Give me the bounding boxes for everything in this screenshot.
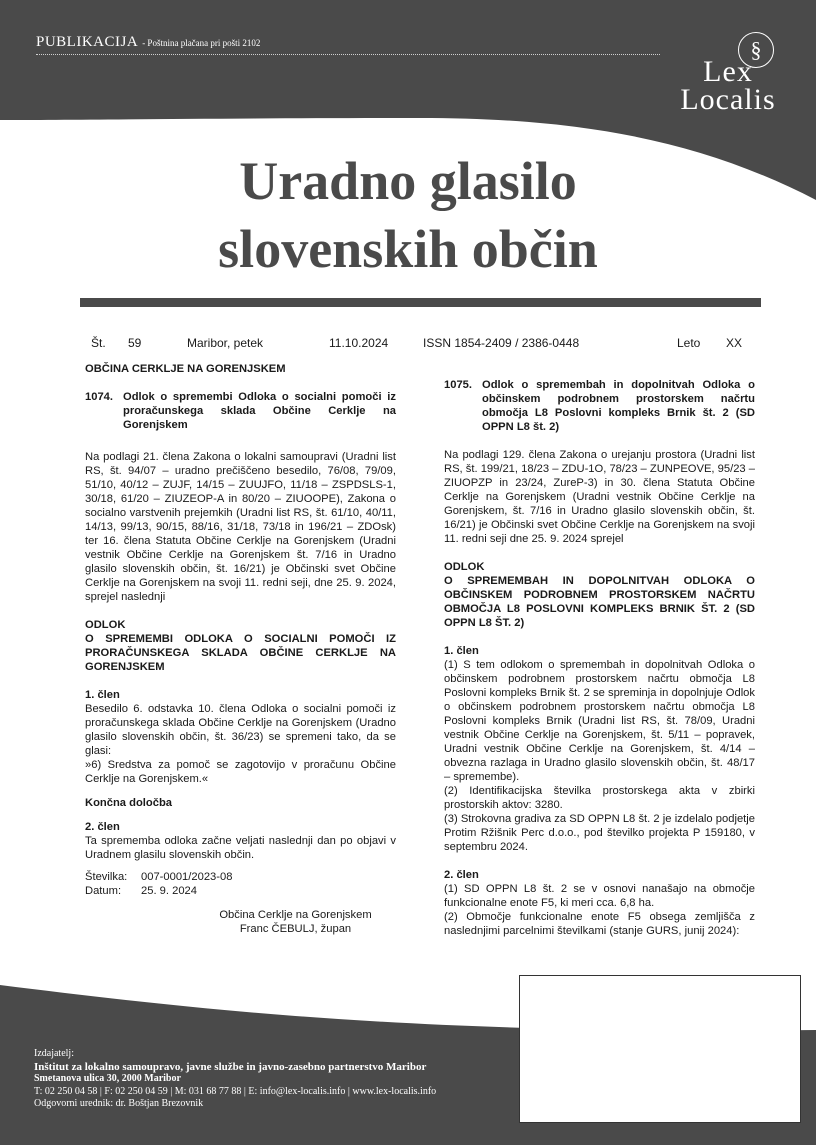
koncna-dolocba-heading: Končna določba (85, 797, 173, 809)
lex-localis-logo (664, 55, 792, 116)
clen-1-paragraph-2: (2) Identifikacijska številka prostorskega akta v zbirki prostorskih aktov: 3280. (444, 785, 755, 811)
clen-2-paragraph-1: (1) SD OPPN L8 št. 2 se v osnovi nanašajo na območje funkcionalne enote F5, ki meri cca. 6,8 ha. (444, 883, 755, 909)
clen-1-text: Besedilo 6. odstavka 10. člena Odloka o socialni pomoči iz proračunskega sklada Občine Cerklje na Gorenjskem (Uradno glasilo slovenskih občin, št. 36/23) se spremeni tako, da se glasi: (85, 703, 396, 757)
publikacija-label: PUBLIKACIJA (36, 34, 139, 50)
issue-number-label: Št. (91, 336, 106, 350)
act-title: Odlok o spremembah in dopolnitvah Odloka o občinskem podrobnem prostorskem načrtu območja L8 Poslovni kompleks Brnik št. 2 (SD OPPN L8 št. 2) (482, 379, 755, 433)
signature-municipality: Občina Cerklje na Gorenjskem (219, 909, 372, 921)
preamble: Na podlagi 129. člena Zakona o urejanju prostora (Uradni list RS, št. 199/21, 18/23 – ZDU-1O, 78/23 – ZUNPEOVE, 95/23 – ZIUOPZP in 23/24, ZureP-3) in 30. člena Statuta Občine Cerklje na Gorenjskem (Uradni vestnik Občine Cerklje na Gorenjskem, št. 7/16 in Uradno glasilo slovenskih občin, št. 16/21) je Občinski svet Občine Cerklje na Gorenjskem na svoji 11. redni seji dne 25. 9. 2024 sprejel (444, 449, 755, 545)
dotted-divider (36, 54, 660, 55)
signature (85, 908, 396, 936)
act-heading-1074 (85, 390, 396, 432)
page-title (0, 147, 816, 283)
odlok-label: ODLOK (85, 619, 126, 631)
year-label: Leto (677, 336, 701, 350)
municipality-heading: OBČINA CERKLJE NA GORENJSKEM (85, 363, 286, 375)
issue-number: 59 (128, 336, 142, 350)
paragraph-sign-icon: § (738, 32, 774, 68)
clen-1-heading: 1. člen (444, 645, 479, 657)
odlok-title: O SPREMEMBI ODLOKA O SOCIALNI POMOČI IZ PRORAČUNSKEGA SKLADA OBČINE CERKLJE NA GORENJSKEM (85, 633, 396, 673)
act-heading-1075 (444, 378, 755, 434)
issue-place-day: Maribor, petek (187, 336, 264, 350)
publisher-info (34, 1048, 436, 1111)
odlok-title: O SPREMEMBAH IN DOPOLNITVAH ODLOKA O OBČINSKEM PODROBNEM PROSTORSKEM NAČRTU OBMOČJA L8 POSLOVNI KOMPLEKS BRNIK ŠT. 2 (SD OPPN L8 ŠT. 2) (444, 575, 755, 629)
signature-mayor: Franc ČEBULJ, župan (239, 923, 352, 935)
title-rule (80, 298, 761, 307)
odlok-label: ODLOK (444, 561, 485, 573)
year-value: XX (726, 336, 743, 350)
title-line-1: Uradno glasilo (239, 151, 577, 211)
datum-row (85, 884, 396, 898)
responsible-editor: Odgovorni urednik: dr. Boštjan Brezovnik (34, 1098, 204, 1109)
publication-notice (36, 33, 260, 51)
left-column (85, 362, 396, 936)
publisher-address: Smetanova ulica 30, 2000 Maribor (34, 1073, 181, 1084)
datum-label: Datum: (85, 885, 122, 897)
publisher-institute: Inštitut za lokalno samoupravo, javne službe in javno-zasebno partnerstvo Maribor (34, 1060, 427, 1073)
clen-1-heading: 1. člen (85, 689, 120, 701)
stevilka-row (85, 870, 396, 884)
stevilka-value: 007-0001/2023-08 (141, 871, 233, 883)
issn: ISSN 1854-2409 / 2386-0448 (423, 336, 580, 350)
stevilka-label: Številka: (85, 871, 128, 883)
clen-1-paragraph-3: (3) Strokovna gradiva za SD OPPN L8 št. 2 je izdelalo podjetje Protim Ržišnik Perc d.o.o., pod številko projekta P 159180, v septembru 2024. (444, 813, 755, 853)
datum-value: 25. 9. 2024 (141, 885, 197, 897)
clen-1-quote: »6) Sredstva za pomoč se zagotovijo v proračunu Občine Cerklje na Gorenjskem.« (85, 759, 396, 785)
publisher-label: Izdajatelj: (34, 1048, 74, 1059)
clen-2-heading: 2. člen (85, 821, 120, 833)
act-number: 1075. (444, 379, 472, 391)
preamble: Na podlagi 21. člena Zakona o lokalni samoupravi (Uradni list RS, št. 94/07 – uradno prečiščeno besedilo, 76/08, 79/09, 51/10, 40/12 – ZUJF, 14/15 – ZUUJFO, 11/18 – ZSPDSLS-1, 30/18, 61/20 – ZIUZEOP-A in 80/20 – ZIUOOPE), Zakona o socialno varstvenih prejemkih (Uradni list RS, št. 61/10, 40/11, 14/13, 99/13, 90/15, 88/16, 31/18, 73/18 in 196/21 – ZDOsk) ter 16. člena Statuta Občine Cerklje na Gorenjskem (Uradni vestnik Občine Cerklje na Gorenjskem št. 7/16 in Uradno glasilo slovenskih občin, št. 16/21) je Občinski svet Občine Cerklje na Gorenjskem na svoji 11. redni seji, dne 25. 9. 2024, sprejel naslednji (85, 451, 396, 603)
postnina-label: - Poštnina plačana pri pošti 2102 (142, 38, 261, 48)
logo-line-2: Localis (680, 83, 776, 116)
title-line-2: slovenskih občin (218, 219, 598, 279)
right-column (444, 378, 755, 938)
clen-2-text: Ta sprememba odloka začne veljati naslednji dan po objavi v Uradnem glasilu slovenskih občin. (85, 835, 396, 861)
logo-line-1: Lex (703, 55, 753, 88)
clen-2-paragraph-2: (2) Območje funkcionalne enote F5 obsega zemljišča z naslednjimi parcelnimi številkami (stanje GURS, junij 2024): (444, 911, 755, 937)
clen-2-heading: 2. člen (444, 869, 479, 881)
issue-date: 11.10.2024 (329, 336, 389, 350)
clen-1-paragraph-1: (1) S tem odlokom o spremembah in dopolnitvah Odloka o občinskem podrobnem prostorskem načrtu območja L8 Poslovni kompleks Brnik št. 2 se spreminja in dopolnjuje Odlok o občinskem podrobnem prostorskem načrtu območja L8 Poslovni kompleks Brnik (Uradni list RS, št. 78/09, Uradni vestnik Občine Cerklje na Gorenjskem, št. 5/11 – popravek, Uradni vestnik Občine Cerklje na Gorenjskem, št. 4/14 – obvezna razlaga in Uradno glasilo slovenskih občin, št. 48/17 – spremembe). (444, 659, 755, 783)
act-title: Odlok o spremembi Odloka o socialni pomoči iz proračunskega sklada Občine Cerklje na Gorenjskem (123, 391, 396, 431)
act-number: 1074. (85, 391, 113, 403)
blank-box (519, 975, 801, 1123)
publisher-contacts: T: 02 250 04 58 | F: 02 250 04 59 | M: 031 68 77 88 | E: info@lex-localis.info | www.lex-localis.info (34, 1085, 437, 1097)
